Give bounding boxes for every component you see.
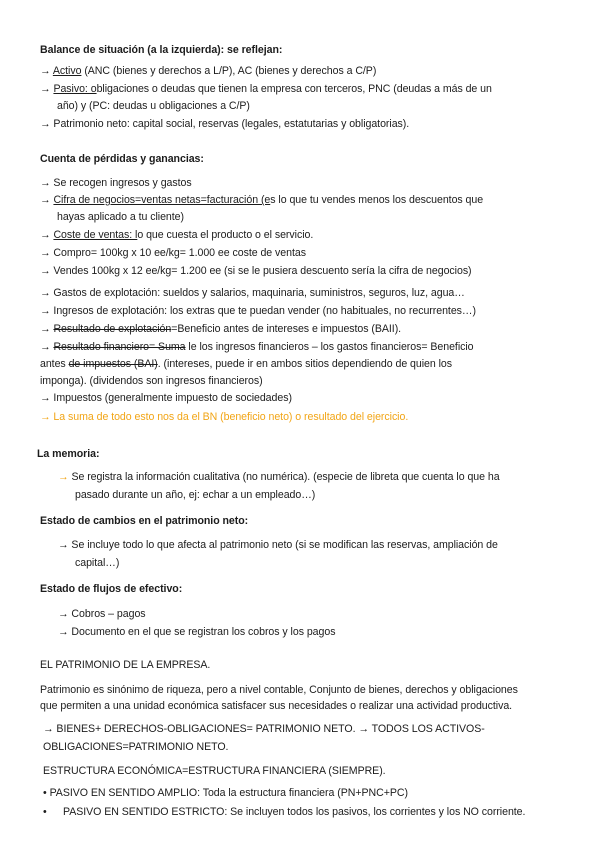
memoria-line-1: → Se registra la información cualitativa (no numérica). (especie de libreta que cuenta lo que ha: [58, 471, 500, 483]
pyg-line-cifra: → Cifra de negocios=ventas netas=facturación (es lo que tu vendes menos los descuentos que: [40, 194, 484, 206]
flujos-line-1: → Cobros – pagos: [58, 608, 146, 620]
memoria-heading: La memoria:: [37, 448, 100, 460]
patrimonio-p1-line-2: que permiten a una unidad económica satisfacer sus necesidades o realizar una actividad productiva.: [40, 700, 513, 712]
pyg-line-impuestos: → Impuestos (generalmente impuesto de sociedades): [40, 392, 292, 404]
pyg-line-resultado-financiero: → Resultado financiero= Suma le los ingresos financieros – los gastos financieros= Beneficio: [40, 341, 474, 353]
bullet-icon: •: [43, 806, 47, 818]
pyg-line-coste: → Coste de ventas: lo que cuesta el producto o el servicio.: [40, 229, 314, 241]
patrimonio-p2-line-2: OBLIGACIONES=PATRIMONIO NETO.: [43, 741, 229, 753]
patrimonio-title: EL PATRIMONIO DE LA EMPRESA.: [40, 659, 211, 671]
flujos-heading: Estado de flujos de efectivo:: [40, 583, 183, 595]
pyg-line-vendes: → Vendes 100kg x 12 ee/kg= 1.200 ee (si se le pusiera descuento sería la cifra de negocios): [40, 265, 472, 277]
pyg-line-beneficio-neto: → La suma de todo esto nos da el BN (beneficio neto) o resultado del ejercicio.: [40, 411, 409, 423]
patrimonio-p1-line-1: Patrimonio es sinónimo de riqueza, pero a nivel contable, Conjunto de bienes, derechos y obligaciones: [40, 684, 518, 696]
patrimonio-p2-line-1: → BIENES+ DERECHOS-OBLIGACIONES= PATRIMONIO NETO. → TODOS LOS ACTIVOS-: [43, 723, 485, 735]
cambios-heading: Estado de cambios en el patrimonio neto:: [40, 515, 249, 527]
list-item-pasivo-amplio: • PASIVO EN SENTIDO AMPLIO: Toda la estructura financiera (PN+PNC+PC): [43, 787, 408, 799]
balance-line-patrimonio: → Patrimonio neto: capital social, reservas (legales, estatutarias y obligatorias).: [40, 118, 410, 130]
balance-line-pasivo: → Pasivo: obligaciones o deudas que tienen la empresa con terceros, PNC (deudas a más de un: [40, 83, 492, 95]
cambios-line-2: capital…): [75, 557, 120, 569]
pyg-line-cifra-cont: hayas aplicado a tu cliente): [57, 211, 184, 223]
patrimonio-estructura: ESTRUCTURA ECONÓMICA=ESTRUCTURA FINANCIERA (SIEMPRE).: [43, 765, 386, 777]
memoria-arrow-icon: →: [58, 471, 72, 483]
pyg-line-ingresos: → Ingresos de explotación: los extras que te puedan vender (no habituales, no recurrentes…): [40, 305, 476, 317]
pyg-line-dividendos: imponga). (dividendos son ingresos financieros): [40, 375, 263, 387]
pyg-line-1: → Se recogen ingresos y gastos: [40, 177, 192, 189]
pyg-line-resultado-explotacion: → Resultado de explotación=Beneficio antes de intereses e impuestos (BAII).: [40, 323, 402, 335]
balance-line-activo: → Activo (ANC (bienes y derechos a L/P), AC (bienes y derechos a C/P): [40, 65, 377, 77]
balance-line-pasivo-cont: año) y (PC: deudas u obligaciones a C/P): [57, 100, 250, 112]
pyg-line-compro: → Compro= 100kg x 10 ee/kg= 1.000 ee coste de ventas: [40, 247, 306, 259]
memoria-line-2: pasado durante un año, ej: echar a un empleado…): [75, 489, 316, 501]
bullet-icon: •: [43, 787, 47, 799]
cambios-line-1: → Se incluye todo lo que afecta al patrimonio neto (si se modifican las reservas, ampliación de: [58, 539, 498, 551]
pyg-line-gastos: → Gastos de explotación: sueldos y salarios, maquinaria, suministros, seguros, luz, agua…: [40, 287, 465, 299]
balance-heading: Balance de situación (a la izquierda): se reflejan:: [40, 44, 283, 56]
flujos-line-2: → Documento en el que se registran los cobros y los pagos: [58, 626, 336, 638]
list-item-pasivo-estricto: • PASIVO EN SENTIDO ESTRICTO: Se incluyen todos los pasivos, los corrientes y los NO corriente.: [43, 806, 526, 818]
pyg-heading: Cuenta de pérdidas y ganancias:: [40, 153, 204, 165]
pyg-line-resultado-financiero-cont: antes de impuestos (BAI). (intereses, puede ir en ambos sitios dependiendo de quien los: [40, 358, 453, 370]
